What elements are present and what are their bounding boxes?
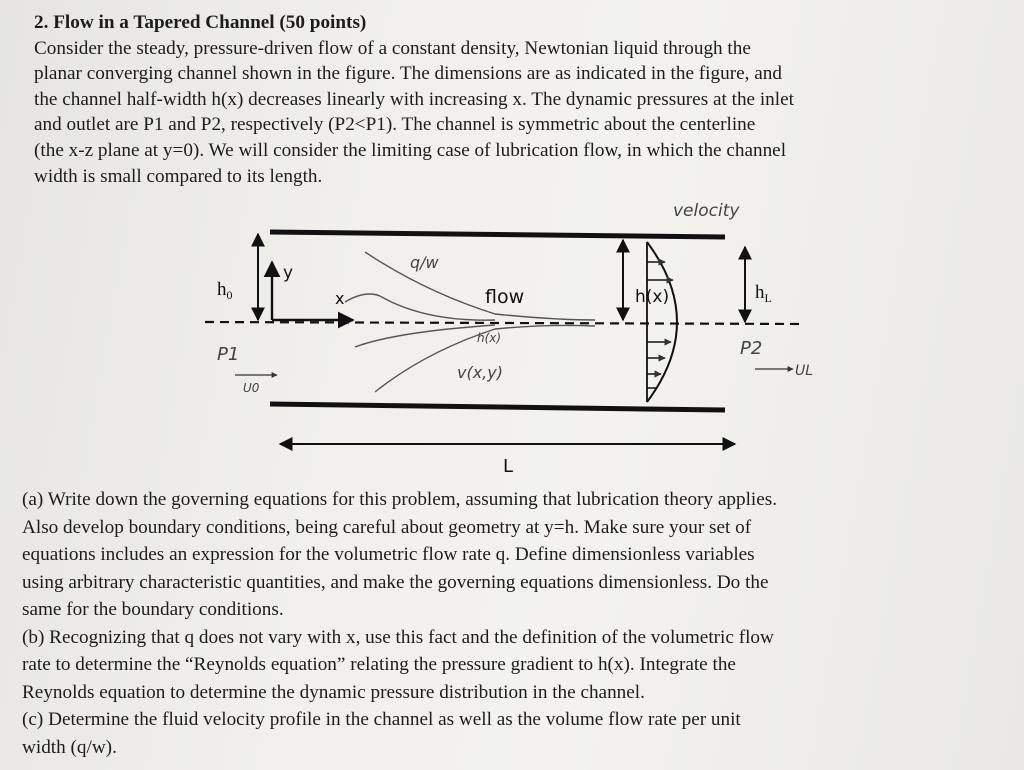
question-a-line-2: Also develop boundary conditions, being careful about geometry at y=h. Make sure your set of <box>22 516 752 538</box>
question-a-line-3: equations includes an expression for the volumetric flow rate q. Define dimensionless variables <box>22 544 755 565</box>
problem-title: 2. Flow in a Tapered Channel (50 points) <box>34 12 367 33</box>
top-wall <box>270 232 725 237</box>
question-c-line-1: (c) Determine the fluid velocity profile in the channel as well as the volume flow rate per unit <box>22 709 741 730</box>
streamline-upper <box>365 252 595 320</box>
question-b-line-2: rate to determine the “Reynolds equation” relating the pressure gradient to h(x). Integrate the <box>22 654 736 675</box>
handwritten-uL: UL <box>795 363 814 379</box>
y-axis-label: y <box>283 263 294 283</box>
centerline <box>205 322 805 324</box>
flow-label: flow <box>485 286 525 308</box>
hL-label: $h_L$ <box>755 282 772 305</box>
hx-label: h(x) <box>635 287 670 307</box>
velocity-profile-curve <box>647 242 677 402</box>
problem-line-1: Consider the steady, pressure-driven flow of a constant density, Newtonian liquid through the <box>34 37 751 59</box>
x-axis-label: x <box>335 289 345 308</box>
question-b-line-3: Reynolds equation to determine the dynamic pressure distribution in the channel. <box>22 681 645 703</box>
problem-line-5: (the x-z plane at y=0). We will consider the limiting case of lubrication flow, in which the channel <box>34 139 787 161</box>
channel-diagram <box>195 192 835 477</box>
length-label: L <box>503 456 514 477</box>
problem-line-4: and outlet are P1 and P2, respectively (P2<P1). The channel is symmetric about the centerline <box>34 114 756 136</box>
question-a-line-4: using arbitrary characteristic quantities, and make the governing equations dimensionless. Do the <box>22 571 769 593</box>
handwritten-p1: P1 <box>217 344 240 365</box>
handwritten-v-xy: v(x,y) <box>457 363 503 382</box>
problem-line-3: the channel half-width h(x) decreases linearly with increasing x. The dynamic pressures at the inlet <box>34 88 794 110</box>
handwritten-q-over-w: q/w <box>410 253 439 272</box>
handwritten-u0: U0 <box>243 381 260 395</box>
questions <box>22 486 972 761</box>
question-a-line-5: same for the boundary conditions. <box>22 599 284 620</box>
problem-line-2: planar converging channel shown in the figure. The dimensions are as indicated in the figure, and <box>34 63 782 85</box>
handwritten-hx-small: h(x) <box>477 331 502 345</box>
handwritten-velocity: velocity <box>673 201 740 221</box>
h0-label: $h_0$ <box>217 279 233 302</box>
question-c-line-2: width (q/w). <box>22 736 117 758</box>
handwritten-p2: P2 <box>740 338 763 359</box>
question-a-line-1: (a) Write down the governing equations for this problem, assuming that lubrication theory applies. <box>22 489 778 510</box>
problem-line-6: width is small compared to its length. <box>34 165 323 187</box>
bottom-wall <box>270 404 725 410</box>
question-b-line-1: (b) Recognizing that q does not vary with x, use this fact and the definition of the volumetric flow <box>22 626 774 648</box>
problem-statement <box>34 10 959 189</box>
